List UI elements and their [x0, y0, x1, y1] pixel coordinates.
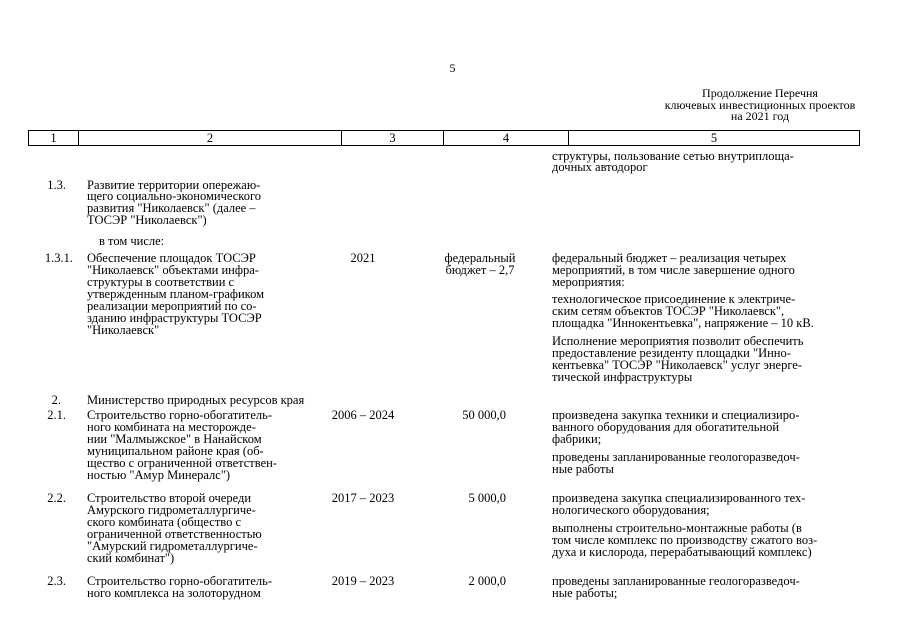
row-2-2-name-5: "Амурский гидрометаллургиче-: [87, 539, 258, 553]
row-1-3-1-number: 1.3.1.: [44, 251, 73, 265]
row-2-3-result-p1-2: ные работы;: [552, 586, 618, 600]
row-2-1-number: 2.1.: [47, 408, 66, 422]
row-1-3-1-amount-2: бюджет – 2,7: [445, 263, 515, 277]
row-1-3-1-result-p3-2: предоставление резиденту площадки "Инно-: [552, 346, 791, 360]
row-2-1-name-1: Строительство горно-обогатитель-: [87, 408, 273, 422]
row-2-3-result-p1-1: проведены запланированные геологоразведоч-: [552, 574, 800, 588]
row-2-2-name-4: ограниченной ответственностью: [87, 527, 262, 541]
row-2-1-name-5: щество с ограниченной ответствен-: [87, 456, 277, 470]
row-2-1-name-3: нии "Малмыжское" в Нанайском: [87, 432, 262, 446]
header-col-2: 2: [79, 131, 342, 145]
row-2-1-name-4: муниципальном районе края (об-: [87, 444, 264, 458]
row-1-3-name-4: ТОСЭР "Николаевск"): [87, 213, 207, 227]
row-1-3-1-amount-1: федеральный: [444, 251, 516, 265]
row-1-3-1-year: 2021: [350, 251, 376, 265]
page-number: 5: [449, 61, 456, 75]
row-1-3-1-result-p3-4: тической инфраструктуры: [552, 370, 693, 384]
row-1-3-subheading: в том числе:: [99, 234, 165, 248]
row-1-3-1-name-5: реализации мероприятий по со-: [87, 299, 257, 313]
header-col-5: 5: [710, 131, 718, 145]
row-1-3-1-result-p1-1: федеральный бюджет – реализация четырех: [552, 251, 787, 265]
continuation-line-2: ключевых инвестиционных проектов: [664, 98, 856, 112]
row-2-number: 2.: [51, 393, 61, 407]
continuation-line-1: Продолжение Перечня: [702, 86, 818, 100]
row-1-3-1-result-p1-3: мероприятия:: [552, 275, 625, 289]
row-2-1-result-p1-2: ванного оборудования для обогатительной: [552, 420, 780, 434]
row-1-3-1-name-1: Обеспечение площадок ТОСЭР: [87, 251, 256, 265]
row-2-2-years: 2017 – 2023: [331, 491, 395, 505]
row-2-2-name-1: Строительство второй очереди: [87, 491, 252, 505]
header-col-4: 4: [444, 131, 569, 145]
row-2-3-name-2: ного комплекса на золоторудном: [87, 586, 261, 600]
row-2-1-name-6: ностью "Амур Минералс"): [87, 468, 231, 482]
row-2-1-result-p2-2: ные работы: [552, 462, 614, 476]
row-1-3-1-name-3: структуры в соответствии с: [87, 275, 235, 289]
row-1-3-name-2: щего социально-экономического: [87, 189, 262, 203]
row-1-3-1-result-p2-1: технологическое присоединение к электриче-: [552, 292, 796, 306]
row-2-2-result-p2-2: том числе комплекс по производству сжатого воз-: [552, 533, 818, 547]
row-2-2-result-p2-3: духа и кислорода, перерабатывающий комплекс): [552, 545, 812, 559]
row-2-2-name-3: ского комбината (общество с: [87, 515, 242, 529]
row-2-1-amount: 50 000,0: [462, 408, 506, 422]
row-2-1-result-p2-1: проведены запланированные геологоразведоч-: [552, 450, 800, 464]
row-1-3-1-result-p2-2: ским сетям объектов ТОСЭР "Николаевск",: [552, 304, 785, 318]
row-2-3-years: 2019 – 2023: [331, 574, 395, 588]
row-2-1-result-p1-1: произведена закупка техники и специализиро-: [552, 408, 800, 422]
row-2-3-number: 2.3.: [47, 574, 66, 588]
row-2-2-result-p1-2: нологического оборудования;: [552, 503, 710, 517]
carry-over-line-1: структуры, пользование сетью внутриплоща-: [552, 149, 794, 163]
row-1-3-name-3: развития "Николаевск" (далее –: [87, 201, 256, 215]
row-1-3-1-result-p2-3: площадка "Иннокентьевка", напряжение – 10 кВ.: [552, 316, 814, 330]
row-2-2-result-p2-1: выполнены строительно-монтажные работы (в: [552, 521, 802, 535]
row-2-2-number: 2.2.: [47, 491, 66, 505]
row-1-3-number: 1.3.: [47, 178, 66, 192]
row-2-3-name-1: Строительство горно-обогатитель-: [87, 574, 273, 588]
row-2-2-result-p1-1: произведена закупка специализированного тех-: [552, 491, 806, 505]
row-2-2-name-6: ский комбинат"): [87, 551, 175, 565]
table-header: [28, 130, 860, 146]
row-2-1-years: 2006 – 2024: [331, 408, 395, 422]
row-2-2-amount: 5 000,0: [468, 491, 506, 505]
header-col-3: 3: [342, 131, 444, 145]
row-1-3-1-name-4: утвержденным планом-графиком: [87, 287, 265, 301]
continuation-line-3: на 2021 год: [730, 109, 790, 123]
row-1-3-1-name-6: зданию инфраструктуры ТОСЭР: [87, 311, 262, 325]
row-2-name: Министерство природных ресурсов края: [87, 393, 305, 407]
row-1-3-1-name-2: "Николаевск" объектами инфра-: [87, 263, 259, 277]
carry-over-line-2: дочных автодорог: [552, 160, 648, 174]
row-2-1-result-p1-3: фабрики;: [552, 432, 602, 446]
row-1-3-1-result-p3-1: Исполнение мероприятия позволит обеспечить: [552, 334, 804, 348]
row-2-3-amount: 2 000,0: [468, 574, 506, 588]
header-col-1: 1: [29, 131, 79, 145]
row-1-3-name-1: Развитие территории опережаю-: [87, 178, 261, 192]
row-2-1-name-2: ного комбината на месторожде-: [87, 420, 256, 434]
row-1-3-1-result-p1-2: мероприятий, в том числе завершение одного: [552, 263, 795, 277]
row-1-3-1-name-7: "Николаевск": [87, 323, 160, 337]
row-1-3-1-result-p3-3: кентьевка" ТОСЭР "Николаевск" услуг энерге-: [552, 358, 803, 372]
row-2-2-name-2: Амурского гидрометаллургиче-: [87, 503, 256, 517]
